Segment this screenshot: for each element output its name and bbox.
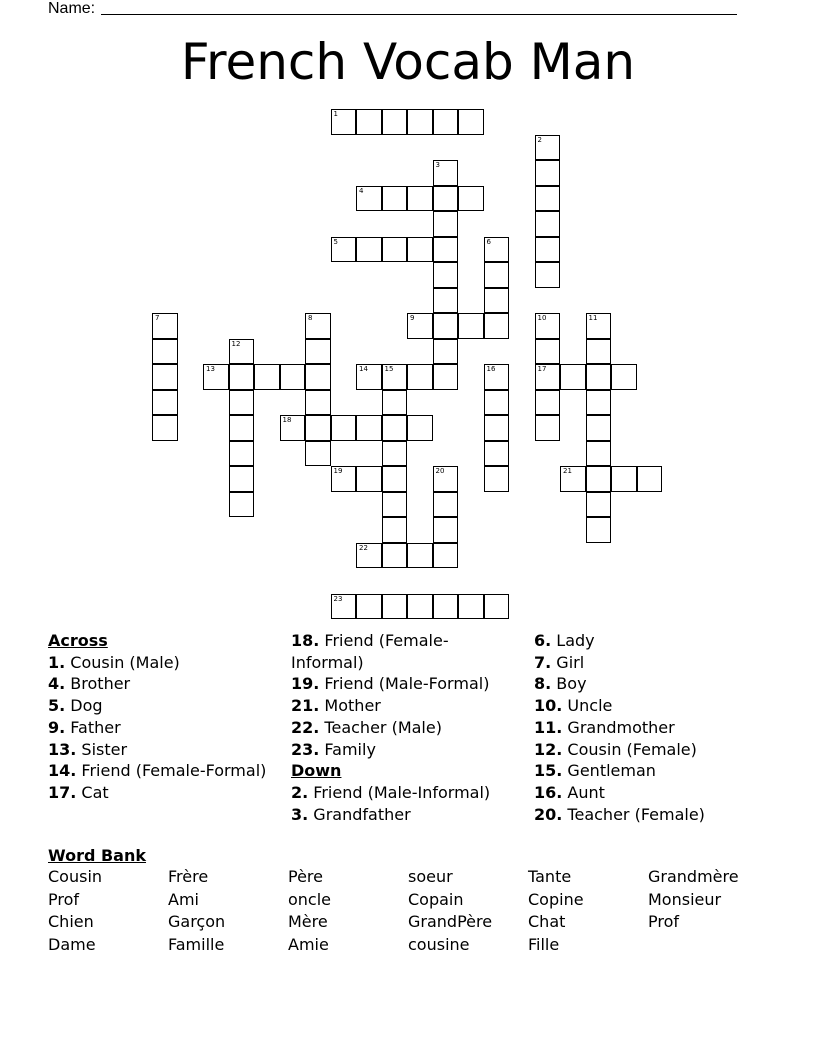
clue-number: 9: [410, 314, 415, 322]
crossword-cell[interactable]: [535, 364, 561, 390]
clue-text: Dog: [65, 696, 103, 716]
crossword-cell[interactable]: [433, 492, 459, 518]
word-bank-item: Ami: [168, 889, 199, 909]
crossword-cell[interactable]: [484, 262, 510, 288]
clue-text: Friend (Female-Formal): [76, 761, 267, 781]
crossword-cell[interactable]: [356, 543, 382, 569]
clue-item: [291, 695, 521, 717]
crossword-cell[interactable]: [203, 364, 229, 390]
crossword-cell[interactable]: [331, 109, 357, 135]
crossword-cell[interactable]: [280, 364, 306, 390]
crossword-cell[interactable]: [611, 364, 637, 390]
clue-number: 8: [308, 314, 313, 322]
clue-number: 16: [486, 365, 496, 373]
crossword-cell[interactable]: [433, 237, 459, 263]
clue-text: Girl: [551, 652, 585, 672]
crossword-cell[interactable]: [356, 594, 382, 620]
word-bank-column: [48, 866, 102, 956]
clue-text: Boy: [551, 674, 587, 694]
word-bank-item: Prof: [48, 889, 80, 909]
word-bank-item: soeur: [408, 867, 453, 886]
crossword-cell[interactable]: [229, 364, 255, 390]
crossword-cell[interactable]: [382, 466, 408, 492]
clue-number: 19.: [291, 674, 320, 694]
clue-item: [48, 739, 278, 761]
clue-text: Friend (Male-Formal): [319, 674, 490, 694]
clue-number: 12.: [534, 739, 563, 759]
crossword-cell[interactable]: [586, 313, 612, 339]
crossword-cell[interactable]: [560, 364, 586, 390]
clue-item: [291, 739, 521, 761]
crossword-cell[interactable]: [535, 237, 561, 263]
crossword-cell[interactable]: [229, 339, 255, 365]
word-bank-item: Grandmère: [648, 867, 739, 886]
across-header: Across: [48, 631, 108, 650]
crossword-cell[interactable]: [356, 237, 382, 263]
crossword-cell[interactable]: [586, 390, 612, 416]
word-bank-item: Mère: [288, 912, 328, 931]
clue-text: Sister: [76, 739, 128, 759]
crossword-cell[interactable]: [229, 466, 255, 492]
word-bank-item: Amie: [288, 934, 329, 954]
clue-number: 14: [359, 365, 368, 373]
clue-number: 20.: [534, 804, 563, 824]
clue-text: Cousin (Female): [562, 739, 697, 759]
crossword-cell[interactable]: [433, 313, 459, 339]
clue-number: 23.: [291, 739, 320, 759]
clue-number: 23: [333, 594, 343, 603]
clue-item: [534, 695, 774, 717]
clue-number: 2: [537, 135, 542, 144]
clue-text: Aunt: [562, 782, 605, 802]
word-bank-item: Copain: [408, 889, 464, 909]
clue-number: 2.: [291, 782, 309, 802]
clue-number: 5.: [48, 696, 66, 716]
crossword-cell[interactable]: [433, 466, 459, 492]
crossword-cell[interactable]: [458, 594, 484, 620]
crossword-cell[interactable]: [433, 211, 459, 237]
word-bank-column: [408, 866, 492, 956]
clue-number: 11.: [534, 717, 563, 737]
clue-number: 10: [537, 314, 547, 322]
clue-number: 22: [359, 543, 368, 552]
clue-item: [534, 782, 774, 804]
clue-number: 9.: [48, 717, 66, 737]
crossword-cell[interactable]: [586, 339, 612, 365]
clue-item: [291, 717, 521, 739]
clue-number: 17: [537, 365, 547, 373]
clue-item: [291, 782, 521, 804]
crossword-cell[interactable]: [382, 441, 408, 467]
crossword-cell[interactable]: [433, 288, 459, 314]
word-bank-column: [168, 866, 225, 956]
crossword-cell[interactable]: [152, 415, 178, 441]
clue-item: [534, 717, 774, 739]
crossword-cell[interactable]: [382, 364, 408, 390]
crossword-cell[interactable]: [356, 109, 382, 135]
word-bank-column: [648, 866, 739, 934]
crossword-cell[interactable]: [305, 415, 331, 441]
clue-text: Father: [65, 717, 121, 737]
crossword-cell[interactable]: [407, 594, 433, 620]
clue-number: 15.: [534, 761, 563, 781]
clue-number: 7: [155, 314, 160, 322]
word-bank-item: Dame: [48, 934, 96, 954]
crossword-cell[interactable]: [331, 415, 357, 441]
clue-number: 19: [333, 467, 343, 475]
crossword-cell[interactable]: [535, 211, 561, 237]
clue-number: 14.: [48, 761, 77, 781]
crossword-cell[interactable]: [458, 109, 484, 135]
crossword-cell[interactable]: [280, 415, 306, 441]
page-title: French Vocab Man: [180, 33, 636, 91]
crossword-cell[interactable]: [305, 313, 331, 339]
crossword-cell[interactable]: [356, 186, 382, 212]
crossword-cell[interactable]: [484, 390, 510, 416]
crossword-cell[interactable]: [433, 543, 459, 569]
crossword-cell[interactable]: [535, 186, 561, 212]
clue-item: [291, 630, 521, 673]
down-clues-col3: [534, 630, 774, 825]
name-label: Name:: [48, 0, 96, 17]
crossword-cell[interactable]: [331, 466, 357, 492]
crossword-cell[interactable]: [229, 492, 255, 518]
clue-text: Grandmother: [562, 717, 675, 737]
clue-text: Brother: [65, 674, 131, 694]
clue-number: 3.: [291, 804, 309, 824]
clue-item: [534, 804, 774, 826]
clue-number: 1: [333, 110, 338, 118]
crossword-cell[interactable]: [407, 543, 433, 569]
clue-number: 15: [384, 365, 394, 373]
clue-number: 13.: [48, 739, 77, 759]
crossword-cell[interactable]: [484, 288, 510, 314]
crossword-cell[interactable]: [433, 364, 459, 390]
clue-number: 3: [435, 161, 440, 169]
clue-text: Cat: [76, 782, 109, 802]
clue-item: [48, 695, 278, 717]
across-clues-col1: [48, 630, 278, 804]
clue-item: [291, 673, 521, 695]
word-bank-item: oncle: [288, 889, 332, 909]
crossword-cell[interactable]: [586, 441, 612, 467]
crossword-cell[interactable]: [458, 186, 484, 212]
word-bank-column: [528, 866, 584, 956]
crossword-cell[interactable]: [152, 390, 178, 416]
crossword-cell[interactable]: [254, 364, 280, 390]
crossword-cell[interactable]: [382, 186, 408, 212]
crossword-cell[interactable]: [331, 237, 357, 263]
crossword-cell[interactable]: [433, 160, 459, 186]
word-bank-item: Chien: [48, 912, 94, 931]
crossword-cell[interactable]: [407, 415, 433, 441]
clue-number: 18: [282, 416, 292, 424]
clue-item: [534, 630, 774, 652]
crossword-cell[interactable]: [305, 441, 331, 467]
clue-text: Mother: [319, 696, 381, 716]
clue-number: 5: [333, 237, 338, 246]
clue-number: 22.: [291, 717, 320, 737]
crossword-cell[interactable]: [407, 237, 433, 263]
crossword-cell[interactable]: [433, 262, 459, 288]
crossword-cell[interactable]: [382, 517, 408, 543]
crossword-cell[interactable]: [433, 517, 459, 543]
word-bank-item: Tante: [528, 867, 572, 886]
crossword-cell[interactable]: [535, 415, 561, 441]
clue-text: Family: [319, 739, 376, 759]
word-bank-item: cousine: [408, 934, 470, 954]
crossword-cell[interactable]: [535, 339, 561, 365]
word-bank-column: [288, 866, 331, 956]
crossword-cell[interactable]: [586, 517, 612, 543]
word-bank-item: Fille: [528, 934, 560, 954]
crossword-cell[interactable]: [535, 390, 561, 416]
clue-number: 21.: [291, 696, 320, 716]
word-bank-item: Cousin: [48, 867, 103, 886]
clue-text: Teacher (Female): [562, 804, 705, 824]
clue-item: [291, 804, 521, 826]
clue-number: 18.: [291, 631, 320, 650]
word-bank-item: Copine: [528, 889, 584, 909]
crossword-cell[interactable]: [356, 364, 382, 390]
crossword-cell[interactable]: [382, 415, 408, 441]
crossword-cell[interactable]: [433, 594, 459, 620]
crossword-cell[interactable]: [484, 237, 510, 263]
clue-number: 16.: [534, 782, 563, 802]
clue-number: 10.: [534, 696, 563, 716]
crossword-cell[interactable]: [356, 415, 382, 441]
clue-item: [48, 652, 278, 674]
crossword-cell[interactable]: [356, 466, 382, 492]
clues-col2: [291, 630, 521, 825]
word-bank-item: Garçon: [168, 912, 226, 931]
clue-text: Uncle: [562, 696, 613, 716]
crossword-cell[interactable]: [382, 237, 408, 263]
crossword-cell[interactable]: [586, 364, 612, 390]
clue-text: Lady: [551, 631, 595, 650]
crossword-cell[interactable]: [433, 339, 459, 365]
clue-number: 7.: [534, 652, 552, 672]
crossword-cell[interactable]: [229, 415, 255, 441]
crossword-cell[interactable]: [229, 390, 255, 416]
crossword-cell[interactable]: [305, 390, 331, 416]
crossword-cell[interactable]: [535, 160, 561, 186]
down-header: Down: [291, 761, 342, 781]
crossword-cell[interactable]: [382, 594, 408, 620]
clue-text: Grandfather: [308, 804, 411, 824]
crossword-cell[interactable]: [305, 339, 331, 365]
clue-item: [534, 652, 774, 674]
word-bank-item: Père: [288, 867, 323, 886]
crossword-cell[interactable]: [407, 186, 433, 212]
crossword-cell[interactable]: [433, 186, 459, 212]
clue-text: Teacher (Male): [319, 717, 442, 737]
clue-number: 4.: [48, 674, 66, 694]
clue-number: 6: [486, 237, 491, 246]
clue-text: Cousin (Male): [65, 652, 180, 672]
clue-text: Gentleman: [562, 761, 656, 781]
crossword-cell[interactable]: [484, 594, 510, 620]
crossword-cell[interactable]: [586, 415, 612, 441]
clue-item: [48, 673, 278, 695]
word-bank-item: Chat: [528, 912, 566, 931]
word-bank-item: Prof: [648, 912, 680, 931]
word-bank-item: GrandPère: [408, 912, 493, 931]
crossword-cell[interactable]: [407, 313, 433, 339]
crossword-cell[interactable]: [305, 364, 331, 390]
crossword-cell[interactable]: [229, 441, 255, 467]
clue-number: 12: [231, 339, 241, 348]
clue-number: 17.: [48, 782, 77, 802]
clue-number: 21: [563, 467, 572, 475]
clue-number: 11: [588, 314, 598, 322]
clue-item: [48, 782, 278, 804]
word-bank-item: Famille: [168, 934, 225, 954]
crossword-cell[interactable]: [152, 364, 178, 390]
crossword-cell[interactable]: [382, 390, 408, 416]
clue-item: [48, 717, 278, 739]
crossword-cell[interactable]: [611, 466, 637, 492]
crossword-cell[interactable]: [535, 313, 561, 339]
crossword-cell[interactable]: [407, 109, 433, 135]
crossword-cell[interactable]: [152, 313, 178, 339]
clue-number: 20: [435, 467, 445, 475]
crossword-cell[interactable]: [586, 492, 612, 518]
crossword-cell[interactable]: [152, 339, 178, 365]
crossword-cell[interactable]: [382, 109, 408, 135]
crossword-cell[interactable]: [382, 492, 408, 518]
crossword-cell[interactable]: [535, 262, 561, 288]
crossword-cell[interactable]: [407, 364, 433, 390]
crossword-cell[interactable]: [586, 466, 612, 492]
crossword-cell[interactable]: [484, 466, 510, 492]
word-bank-item: Monsieur: [648, 889, 722, 909]
clue-item: [534, 673, 774, 695]
word-bank-item: Frère: [168, 867, 209, 886]
crossword-cell[interactable]: [382, 543, 408, 569]
clue-number: 6.: [534, 631, 552, 650]
clue-number: 1.: [48, 652, 66, 672]
clue-number: 4: [359, 186, 364, 195]
clue-text: Friend (Male-Informal): [308, 782, 491, 802]
crossword-cell[interactable]: [458, 313, 484, 339]
clue-text: Friend (Female-Informal): [291, 631, 449, 672]
crossword-cell[interactable]: [535, 135, 561, 161]
crossword-cell[interactable]: [637, 466, 663, 492]
crossword-cell[interactable]: [484, 441, 510, 467]
crossword-cell[interactable]: [484, 313, 510, 339]
clue-item: [534, 739, 774, 761]
clue-number: 8.: [534, 674, 552, 694]
crossword-cell[interactable]: [484, 364, 510, 390]
word-bank-title: Word Bank: [48, 846, 147, 865]
clue-number: 13: [206, 365, 215, 373]
crossword-cell[interactable]: [484, 415, 510, 441]
clue-item: [534, 760, 774, 782]
crossword-cell[interactable]: [433, 109, 459, 135]
crossword-cell[interactable]: [560, 466, 586, 492]
clue-item: [48, 760, 278, 782]
crossword-cell[interactable]: [331, 594, 357, 620]
